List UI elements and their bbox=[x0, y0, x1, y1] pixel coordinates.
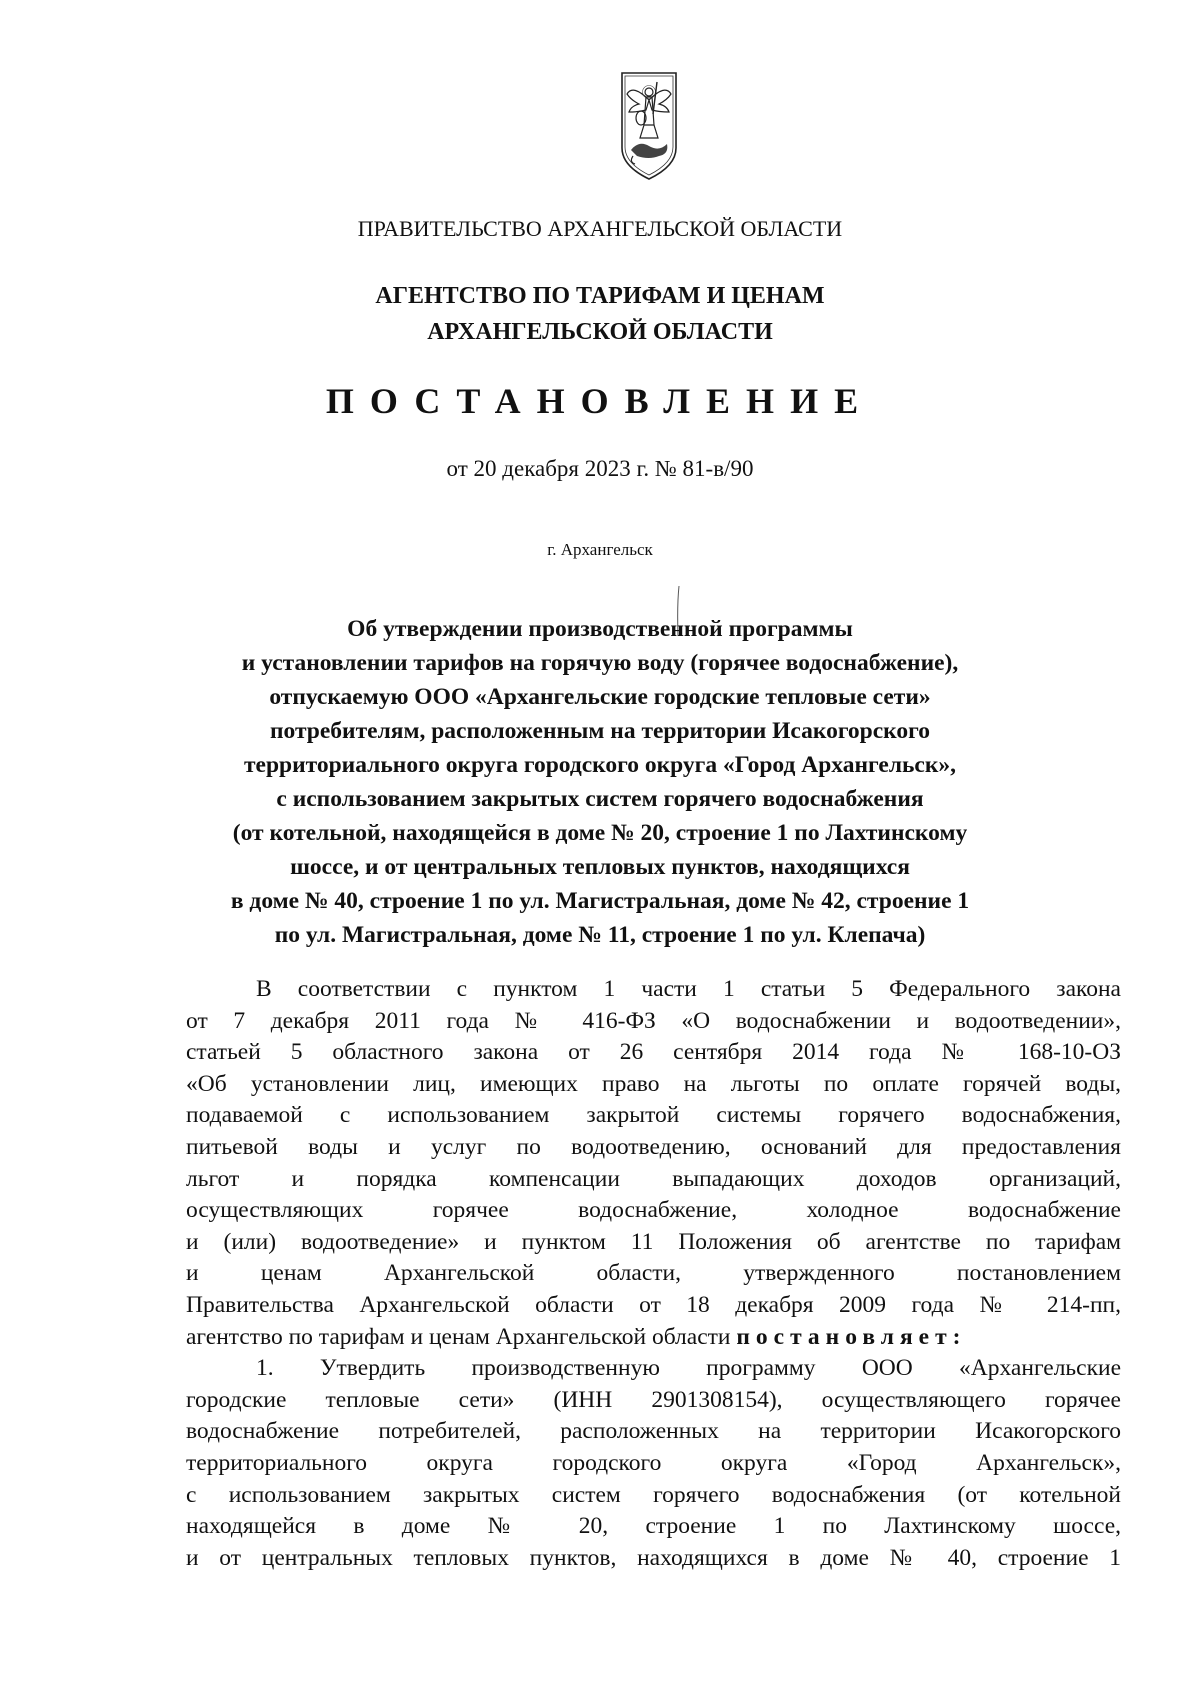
subject-line: в доме № 40, строение 1 по ул. Магистральная, доме № 42, строение 1 bbox=[230, 888, 970, 914]
preamble-line: «Об установлении лиц, имеющих право на льготы по оплате горячей воды, bbox=[186, 1070, 1121, 1097]
preamble-line: Правительства Архангельской области от 18 декабря 2009 года № 214-пп, bbox=[186, 1291, 1121, 1318]
subject-line: по ул. Магистральная, доме № 11, строение 1 по ул. Клепача) bbox=[274, 922, 926, 948]
preamble-line: от 7 декабря 2011 года № 416-ФЗ «О водоснабжении и водоотведении», bbox=[186, 1007, 1121, 1034]
agency-name-line-1: АГЕНТСТВО ПО ТАРИФАМ И ЦЕНАМ bbox=[375, 283, 825, 309]
document-subject bbox=[150, 612, 1050, 952]
item-1-line: с использованием закрытых систем горячего водоснабжения (от котельной bbox=[186, 1481, 1121, 1508]
item-1-line: водоснабжение потребителей, расположенных на территории Исакогорского bbox=[186, 1418, 1121, 1445]
item-1-line: 1. Утвердить производственную программу ООО «Архангельские bbox=[256, 1355, 1121, 1382]
item-1-line: городские тепловые сети» (ИНН 2901308154), осуществляющего горячее bbox=[186, 1386, 1121, 1413]
preamble-last-text: агентство по тарифам и ценам Архангельской области bbox=[186, 1323, 731, 1350]
decree-word: постановляет: bbox=[736, 1323, 967, 1350]
coat-of-arms-emblem bbox=[619, 70, 679, 182]
document-body bbox=[186, 974, 1121, 1574]
subject-line: с использованием закрытых систем горячего водоснабжения bbox=[276, 786, 924, 812]
subject-line: территориального округа городского округа «Город Архангельск», bbox=[243, 752, 957, 778]
government-name: ПРАВИТЕЛЬСТВО АРХАНГЕЛЬСКОЙ ОБЛАСТИ bbox=[357, 216, 843, 241]
preamble-line: подаваемой с использованием закрытой системы горячего водоснабжения, bbox=[186, 1102, 1121, 1129]
document-type-title: ПОСТАНОВЛЕНИЕ bbox=[325, 381, 875, 421]
decree-line bbox=[186, 1322, 1121, 1354]
subject-line: и установлении тарифов на горячую воду (горячее водоснабжение), bbox=[241, 650, 959, 676]
preamble-line: питьевой воды и услуг по водоотведению, оснований для предоставления bbox=[186, 1133, 1121, 1160]
preamble-line: льгот и порядка компенсации выпадающих доходов организаций, bbox=[186, 1165, 1121, 1192]
preamble-line: статьей 5 областного закона от 26 сентября 2014 года № 168-10-ОЗ bbox=[186, 1039, 1121, 1066]
date-and-number: от 20 декабря 2023 г. № 81-в/90 bbox=[446, 456, 754, 481]
subject-line: потребителям, расположенным на территории Исакогорского bbox=[270, 718, 930, 744]
item-1-line: территориального округа городского округа «Город Архангельск», bbox=[186, 1449, 1121, 1476]
agency-name-line-2: АРХАНГЕЛЬСКОЙ ОБЛАСТИ bbox=[427, 319, 773, 345]
item-1-line: находящейся в доме № 20, строение 1 по Лахтинскому шоссе, bbox=[186, 1513, 1121, 1540]
subject-line: шоссе, и от центральных тепловых пунктов, находящихся bbox=[290, 854, 910, 880]
preamble-line: и ценам Архангельской области, утвержденного постановлением bbox=[186, 1260, 1121, 1287]
preamble-line: В соответствии с пунктом 1 части 1 статьи 5 Федерального закона bbox=[256, 976, 1121, 1002]
item-1-line: и от центральных тепловых пунктов, находящихся в доме № 40, строение 1 bbox=[186, 1544, 1121, 1571]
preamble-line: и (или) водоотведение» и пунктом 11 Положения об агентстве по тарифам bbox=[186, 1228, 1121, 1255]
agency-name bbox=[0, 278, 1200, 350]
subject-line: (от котельной, находящейся в доме № 20, строение 1 по Лахтинскому bbox=[232, 820, 968, 846]
city-name: г. Архангельск bbox=[547, 540, 653, 559]
subject-line: отпускаемую ООО «Архангельские городские тепловые сети» bbox=[269, 684, 931, 710]
subject-line: Об утверждении производственной программы bbox=[347, 616, 853, 642]
preamble-line: осуществляющих горячее водоснабжение, холодное водоснабжение bbox=[186, 1197, 1121, 1224]
